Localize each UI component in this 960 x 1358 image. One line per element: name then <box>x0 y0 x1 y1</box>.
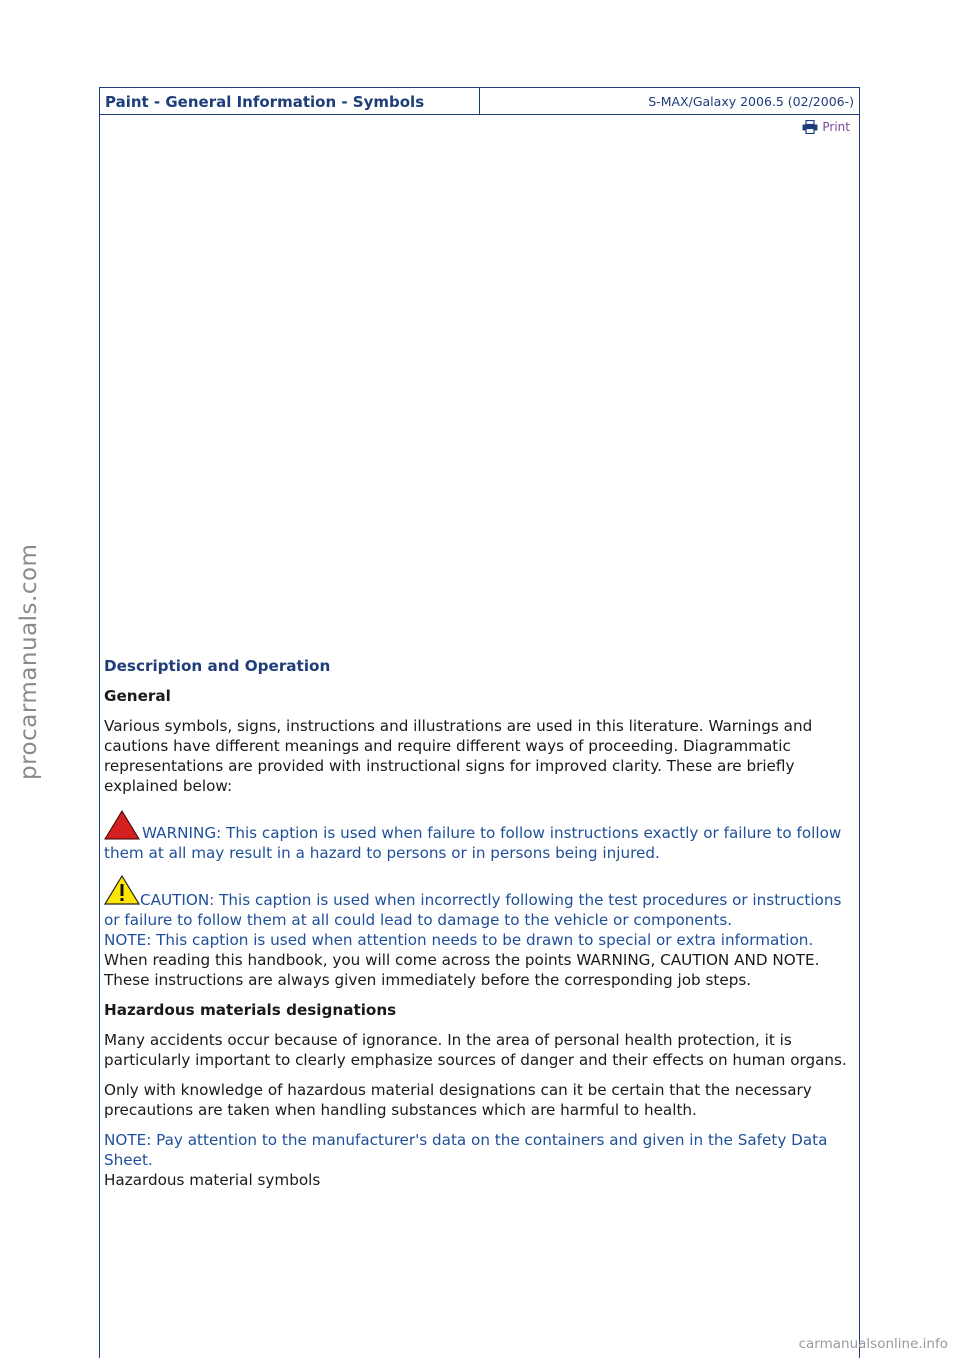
print-label: Print <box>822 120 850 134</box>
section-title: Description and Operation <box>104 657 331 675</box>
reading-paragraph: When reading this handbook, you will come across the points WARNING, CAUTION AND NOTE. These instructions are always given immediately before the corresponding job steps. <box>104 951 820 989</box>
hazard-paragraph-2: Only with knowledge of hazardous material designations can it be certain that the necessary precautions are taken when handling substances which are harmful to health. <box>104 1081 812 1119</box>
printer-icon <box>802 120 818 134</box>
note-caption-2: NOTE: Pay attention to the manufacturer's data on the containers and given in the Safety Data Sheet. <box>104 1131 828 1169</box>
caution-text: CAUTION: This caption is used when incorrectly following the test procedures or instructions or failure to follow them at all could lead to damage to the vehicle or components. <box>104 891 842 929</box>
general-paragraph: Various symbols, signs, instructions and illustrations are used in this literature. Warnings and cautions have different meanings and require different ways of proceeding. Diagrammatic representations are provided with instructional signs for improved clarity. These are briefly explained below: <box>104 717 813 795</box>
side-watermark: procarmanuals.com <box>16 543 42 780</box>
warning-caption <box>104 810 856 863</box>
print-button[interactable] <box>802 120 850 134</box>
symbols-label: Hazardous material symbols <box>104 1171 321 1189</box>
footer-watermark: carmanualsonline.info <box>798 1336 948 1352</box>
model-label: S-MAX/Galaxy 2006.5 (02/2006-) <box>648 94 854 109</box>
general-heading: General <box>104 687 171 705</box>
page-title: Paint - General Information - Symbols <box>100 88 480 114</box>
document-header <box>99 87 860 115</box>
warning-text: WARNING: This caption is used when failure to follow instructions exactly or failure to follow them at all may result in a hazard to persons or in persons being injured. <box>104 824 842 862</box>
document-body <box>104 656 856 1190</box>
hazard-heading: Hazardous materials designations <box>104 1001 397 1019</box>
note-caption: NOTE: This caption is used when attention needs to be drawn to special or extra information. <box>104 931 814 949</box>
caution-triangle-icon <box>104 875 140 905</box>
warning-triangle-icon <box>104 810 140 840</box>
caution-caption <box>104 875 856 930</box>
hazard-paragraph-1: Many accidents occur because of ignorance. In the area of personal health protection, it is particularly important to clearly emphasize sources of danger and their effects on human organs. <box>104 1031 847 1069</box>
